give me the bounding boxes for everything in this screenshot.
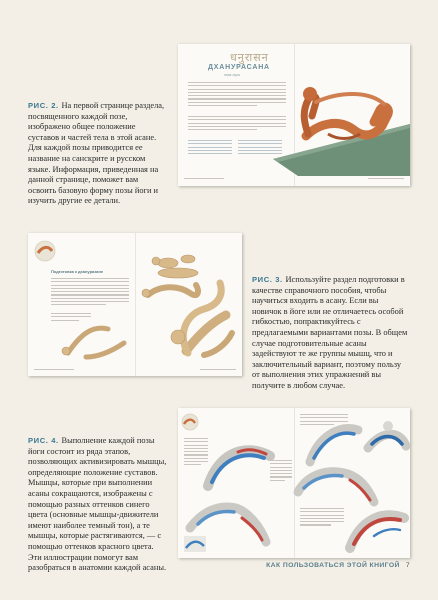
muscle-figure [310, 429, 358, 462]
preparation-section-title: Подготовка к дхануразане [51, 269, 104, 274]
anatomy-illustration [178, 44, 410, 186]
asana-subtitle: поза лука [224, 73, 240, 77]
muscle-figure [350, 515, 404, 548]
running-title: КАК ПОЛЬЗОВАТЬСЯ ЭТОЙ КНИГОЙ [266, 562, 400, 569]
figure-2-spread [178, 44, 410, 186]
muscle-figure-inset [184, 536, 206, 552]
body-text-block [51, 278, 129, 308]
muscle-figure [298, 472, 374, 502]
figure-2-text: На первой странице раздела, посвященного каждой позе, изображено общее положение суставов и частей тела в этой асане. Для каждой позы приводится ее название на санскрите и русском языке. Информация, приведенная на данной странице, поможет вам освоить базовую форму позы йоги и изучить другие ее детали. [28, 101, 165, 206]
figure-4-label: РИС. 4. [28, 436, 62, 445]
mannequin-figure [62, 328, 124, 357]
body-text-block [184, 438, 208, 468]
mannequin-figure [142, 285, 198, 297]
body-text-block [51, 313, 91, 323]
figure-4-caption [28, 436, 168, 574]
running-footer [200, 369, 236, 372]
figure-3-text: Используйте раздел подготовки в качестве справочного пособия, чтобы научиться входить в асану. Если вы новичок в йоге или не отличаетесь особой гибкостью, попрактикуйтесь с предлагаемыми вариантами позы. В общем случае подготовительные асаны задействуют те же группы мышц, что и заключительный вариант, поэтому пользу от выполнения этих упражнений вы получите в любом случае. [252, 275, 408, 390]
body-text-block [300, 508, 344, 528]
bow-pose-figure [303, 87, 388, 139]
muscle-figure [368, 421, 406, 448]
figure-4-text: Выполнение каждой позы йоги состоит из ряда этапов, позволяющих активизировать мышцы, определяющие положение суставов. Мышцы, которые при выполнении асаны сокращаются, изображены с помощью разных оттенков синего цвета (основные мышцы-движители имеют наиболее темный тон), а те мышцы, которые растягиваются, — с помощью оттенков красного цвета. Эти иллюстрации помогут вам разобраться в анатомии каждой асаны. [28, 436, 167, 573]
mannequin-figure-large [171, 283, 232, 355]
page-footer [266, 562, 410, 569]
figure-3-caption [252, 275, 410, 392]
figure-2-label: РИС. 2. [28, 101, 62, 110]
body-text-block [270, 460, 292, 483]
figure-2-caption [28, 101, 168, 207]
muscle-figure [208, 450, 270, 486]
figure-3-label: РИС. 3. [252, 275, 286, 284]
mannequin-figure [152, 255, 198, 278]
asana-title: ДХАНУРАСАНА [208, 64, 270, 71]
figure-4-spread [178, 408, 410, 558]
body-text-block [300, 414, 348, 427]
muscle-stage-illustrations [178, 408, 410, 558]
figure-3-spread [28, 233, 242, 376]
sanskrit-title: धनुरासन [230, 51, 269, 64]
running-footer [34, 369, 74, 372]
page-number: 7 [405, 562, 410, 569]
